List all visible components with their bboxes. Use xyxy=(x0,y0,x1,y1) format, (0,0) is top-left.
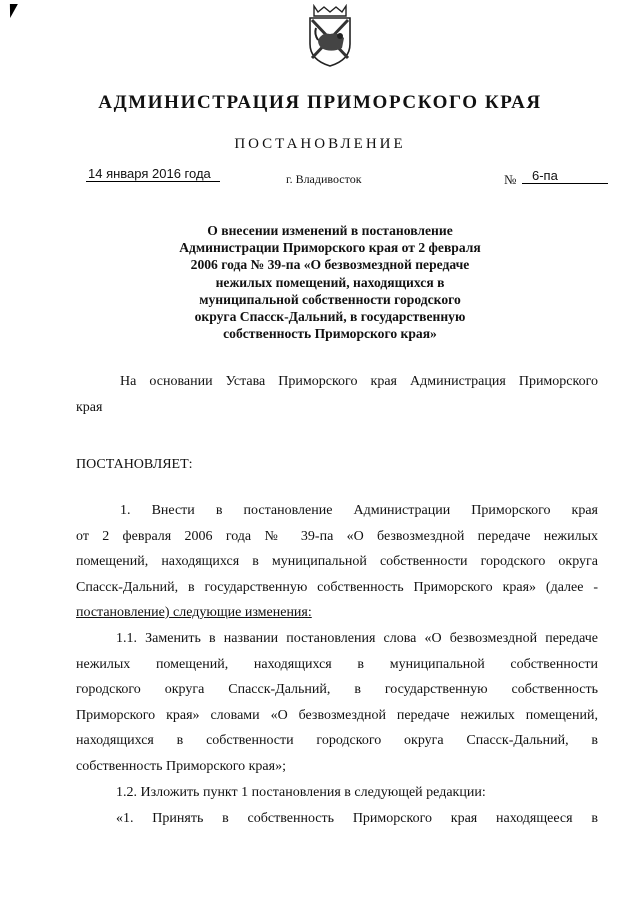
heading-line: 2006 года № 39-па «О безвозмездной передаче xyxy=(190,257,470,273)
item-1-1-line: находящихся в собственности городского округа Спасск-Дальний, в xyxy=(76,733,598,748)
item-1-1-line: нежилых помещений, находящихся в муниципальной собственности xyxy=(76,656,598,672)
quote-paragraph xyxy=(76,806,598,832)
heading-line: нежилых помещений, находящихся в xyxy=(215,274,445,290)
item-1-1-line: Приморского края» словами «О безвозмездной передаче нежилых помещений, xyxy=(76,707,598,723)
primorsky-krai-coat-of-arms-icon xyxy=(304,4,356,68)
item-1-2-line: 1.2. Изложить пункт 1 постановления в следующей редакции: xyxy=(116,785,486,800)
heading-line: муниципальной собственности городского xyxy=(199,291,461,307)
number-sign: № xyxy=(504,172,517,187)
item-1-line: помещений, находящихся в муниципальной собственности городского округа xyxy=(76,554,598,569)
quote-line: «1. Принять в собственность Приморского края находящееся в xyxy=(116,811,598,826)
basis-line: края xyxy=(76,399,103,415)
item-1 xyxy=(76,498,598,626)
item-1-1-line: 1.1. Заменить в названии постановления слова «О безвозмездной передаче xyxy=(116,631,598,646)
item-1-line: 1. Внести в постановление Администрации Приморского края xyxy=(120,503,598,518)
heading-line: округа Спасск-Дальний, в государственную xyxy=(194,309,466,325)
document-number: 6-па xyxy=(522,168,608,184)
organization-title: АДМИНИСТРАЦИЯ ПРИМОРСКОГО КРАЯ xyxy=(98,92,542,113)
document-heading xyxy=(140,222,520,342)
document-type: ПОСТАНОВЛЕНИЕ xyxy=(234,136,406,152)
resolves-heading: ПОСТАНОВЛЯЕТ: xyxy=(76,457,193,472)
item-1-1-line: собственность Приморского края»; xyxy=(76,758,286,774)
corner-mark xyxy=(6,4,18,18)
item-1-line: Спасск-Дальний, в государственную собственность Приморского края» (далее - xyxy=(76,579,598,595)
basis-paragraph xyxy=(76,369,598,420)
item-1-1 xyxy=(76,626,598,779)
document-city: г. Владивосток xyxy=(286,172,362,186)
document-date: 14 января 2016 года xyxy=(86,166,220,182)
heading-line: собственность Приморского края» xyxy=(223,326,437,342)
item-1-line: постановление) следующие изменения: xyxy=(76,605,312,620)
basis-line: На основании Устава Приморского края Администрация Приморского xyxy=(120,374,598,389)
item-1-line: от 2 февраля 2006 года № 39-па «О безвозмездной передаче нежилых xyxy=(76,528,598,544)
heading-line: О внесении изменений в постановление xyxy=(207,223,453,238)
item-1-1-line: городского округа Спасск-Дальний, в государственную собственность xyxy=(76,682,598,697)
item-1-2 xyxy=(76,780,598,806)
heading-line: Администрации Приморского края от 2 февраля xyxy=(179,240,481,256)
